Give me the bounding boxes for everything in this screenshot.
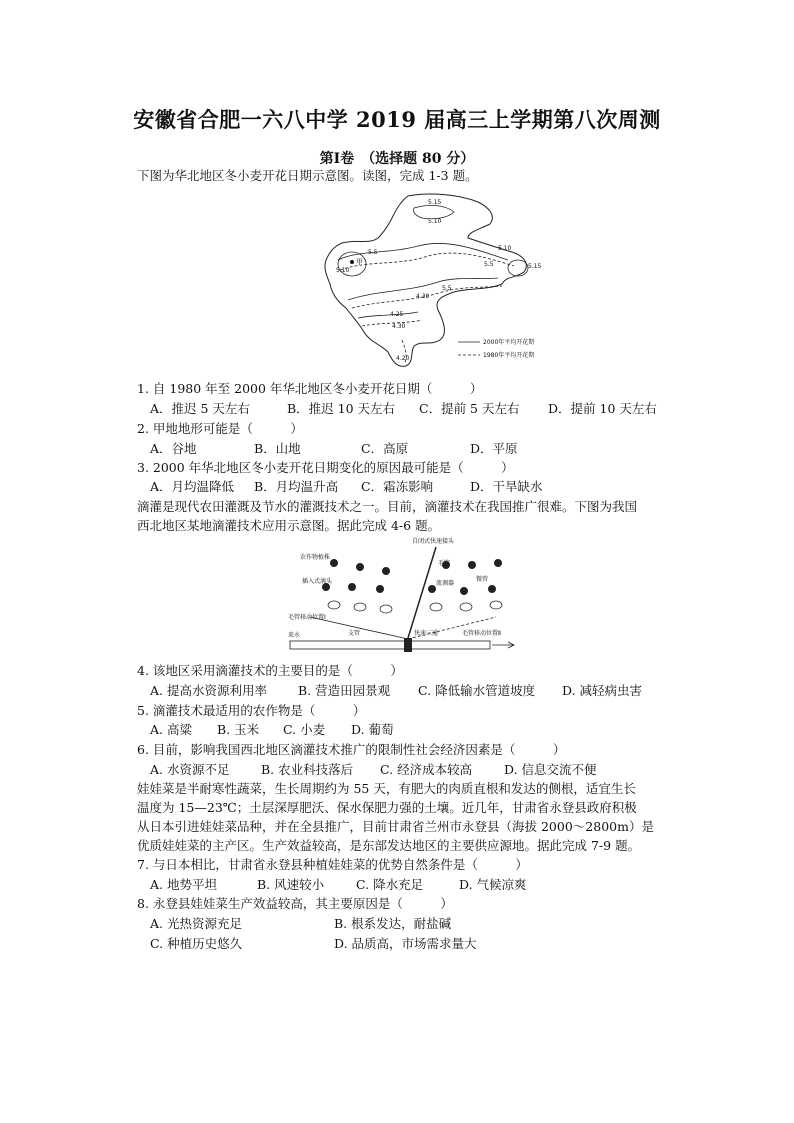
label-capillary-pos-1: 毛管移动位置Ⅰ (288, 614, 326, 621)
contour-label-6: 4.20 (396, 355, 410, 362)
q1-option-a[interactable]: A．推迟 5 天左右 (150, 401, 250, 416)
contour-label-4: 4.30 (416, 293, 430, 300)
q5-option-c[interactable]: C. 小麦 (283, 722, 326, 737)
plant-row-1 (322, 559, 502, 595)
q7-option-a[interactable]: A. 地势平坦 (150, 877, 217, 892)
q4-option-a[interactable]: A. 提高水资源利用率 (150, 683, 267, 698)
label-crop-plant: 农作物植株 (300, 554, 331, 561)
legend-dashed-label: 1980年平均开花期 (483, 352, 535, 359)
contour-label-9: 5.15 (528, 263, 542, 270)
q1-option-b[interactable]: B．推迟 10 天左右 (287, 401, 396, 416)
q1-option-c[interactable]: C．提前 5 天左右 (419, 401, 520, 416)
q2-option-b[interactable]: B．山地 (254, 441, 301, 456)
q4-option-c[interactable]: C. 降低输水管道坡度 (418, 683, 536, 698)
contour-label-5: 4.25 (390, 311, 404, 318)
contour-label-3: 5.5 (368, 249, 378, 256)
drip-rings (328, 601, 502, 613)
jia-point (350, 260, 354, 264)
q5-option-d[interactable]: D. 葡萄 (351, 722, 394, 737)
label-micro-tube: 微管 (476, 576, 489, 583)
jia-label: 甲 (356, 258, 363, 266)
legend-solid-label: 2000年平均开花期 (483, 339, 535, 346)
contour-label-2: 5.10 (428, 218, 442, 225)
q3-stem: 3. 2000 年华北地区冬小麦开花日期变化的原因最可能是（ ） (137, 460, 514, 475)
contour-solid-a (413, 205, 454, 218)
intro-text-2-line-2: 西北地区某地滴灌技术应用示意图。据此完成 4-6 题。 (137, 518, 441, 533)
q2-stem: 2. 甲地地形可能是（ ） (137, 421, 303, 436)
contour-label-12: 4.30 (392, 323, 406, 330)
q1-option-d[interactable]: D．提前 10 天左右 (548, 401, 657, 416)
q8-option-a[interactable]: A. 光热资源充足 (150, 916, 242, 931)
contour-label-1: 5.15 (428, 199, 442, 206)
wheat-flowering-map (318, 190, 550, 372)
q4-option-b[interactable]: B. 营造田园景观 (298, 683, 391, 698)
q8-option-b[interactable]: B. 根系发达，耐盐碱 (334, 916, 452, 931)
contour-solid-d (358, 312, 418, 318)
q3-option-c[interactable]: C．霜冻影响 (361, 479, 434, 494)
label-quick-tee: 快速三通 (414, 630, 439, 637)
q2-option-c[interactable]: C．高原 (361, 441, 409, 456)
intro-text-3-line-1: 娃娃菜是半耐寒性蔬菜，生长周期约为 55 天，有肥大的肉质直根和发达的侧根，适宜生长 (137, 781, 636, 796)
flow-arrow (492, 642, 514, 648)
q2-option-a[interactable]: A．谷地 (150, 441, 197, 456)
q4-stem: 4. 该地区采用滴灌技术的主要目的是（ ） (137, 663, 403, 678)
q4-option-d[interactable]: D. 减轻病虫害 (562, 683, 643, 698)
contour-label-11: 5.5 (442, 285, 452, 292)
q8-option-c[interactable]: C. 种植历史悠久 (150, 936, 243, 951)
q6-option-d[interactable]: D. 信息交流不便 (504, 762, 597, 777)
main-pipe (290, 641, 490, 649)
intro-text-3-line-3: 从日本引进娃娃菜品种，并在全县推广，目前甘肃省兰州市永登县（海拔 2000～2800m）是 (137, 819, 654, 834)
q3-option-b[interactable]: B．月均温升高 (254, 479, 339, 494)
section-heading: 第Ⅰ卷 （选择题 80 分） (319, 151, 475, 167)
label-quick-joint: 自闭式快速接头 (412, 538, 455, 545)
q3-option-a[interactable]: A．月均温降低 (150, 479, 235, 494)
q1-stem: 1. 自 1980 年至 2000 年华北地区冬小麦开花日期（ ） (137, 381, 483, 396)
page-title: 安徽省合肥一六八中学 2019 届高三上学期第八次周测 (133, 107, 661, 132)
label-flow-regulator: 流调器 (436, 580, 455, 587)
intro-text-3-line-4: 优质娃娃菜的主产区。生产效益较高，是东部发达地区的主要供应源地。据此完成 7-9 题。 (137, 838, 641, 853)
contour-label-8: 5.5 (484, 261, 494, 268)
q6-stem: 6. 目前，影响我国西北地区滴灌技术推广的限制性社会经济因素是（ ） (137, 742, 566, 757)
q6-option-c[interactable]: C. 经济成本较高 (380, 762, 473, 777)
q8-option-d[interactable]: D. 品质高，市场需求量大 (334, 936, 477, 951)
q2-option-d[interactable]: D．平原 (470, 441, 518, 456)
q6-option-b[interactable]: B. 农业科技落后 (261, 762, 354, 777)
contour-ring-east (508, 260, 528, 276)
q7-option-b[interactable]: B. 风速较小 (257, 877, 325, 892)
q5-stem: 5. 滴灌技术最适用的农作物是（ ） (137, 703, 366, 718)
contour-label-7: 5.10 (498, 245, 512, 252)
intro-text-1: 下图为华北地区冬小麦开花日期示意图。读图，完成 1-3 题。 (137, 168, 478, 183)
tee-connector (404, 638, 412, 652)
intro-text-2-line-1: 滴灌是现代农田灌溉及节水的灌溉技术之一。目前，滴灌技术在我国推广很难。下图为我国 (137, 499, 638, 514)
q5-option-a[interactable]: A. 高粱 (150, 722, 192, 737)
intro-text-3-line-2: 温度为 15—23℃；土层深厚肥沃、保水保肥力强的土壤。近几年，甘肃省永登县政府积极 (137, 800, 637, 815)
label-capillary-pos-2: 毛管移动位置Ⅱ (462, 630, 501, 637)
q5-option-b[interactable]: B. 玉米 (217, 722, 260, 737)
q7-stem: 7. 与日本相比，甘肃省永登县种植娃娃菜的优势自然条件是（ ） (137, 857, 528, 872)
contour-label-10: 5.10 (336, 267, 350, 274)
label-lateral-pipe: 支管 (348, 630, 361, 637)
q8-stem: 8. 永登县娃娃菜生产效益较高，其主要原因是（ ） (137, 896, 453, 911)
label-inflow: 来水 (288, 632, 301, 639)
q3-option-d[interactable]: D．干旱缺水 (470, 479, 543, 494)
drip-irrigation-diagram (286, 537, 526, 661)
q7-option-c[interactable]: C. 降水充足 (356, 877, 424, 892)
label-insert-dripper: 插入式滴头 (302, 578, 333, 585)
q7-option-d[interactable]: D. 气候凉爽 (459, 877, 527, 892)
q6-option-a[interactable]: A. 水资源不足 (150, 762, 230, 777)
label-capillary: 毛管 (438, 560, 451, 567)
